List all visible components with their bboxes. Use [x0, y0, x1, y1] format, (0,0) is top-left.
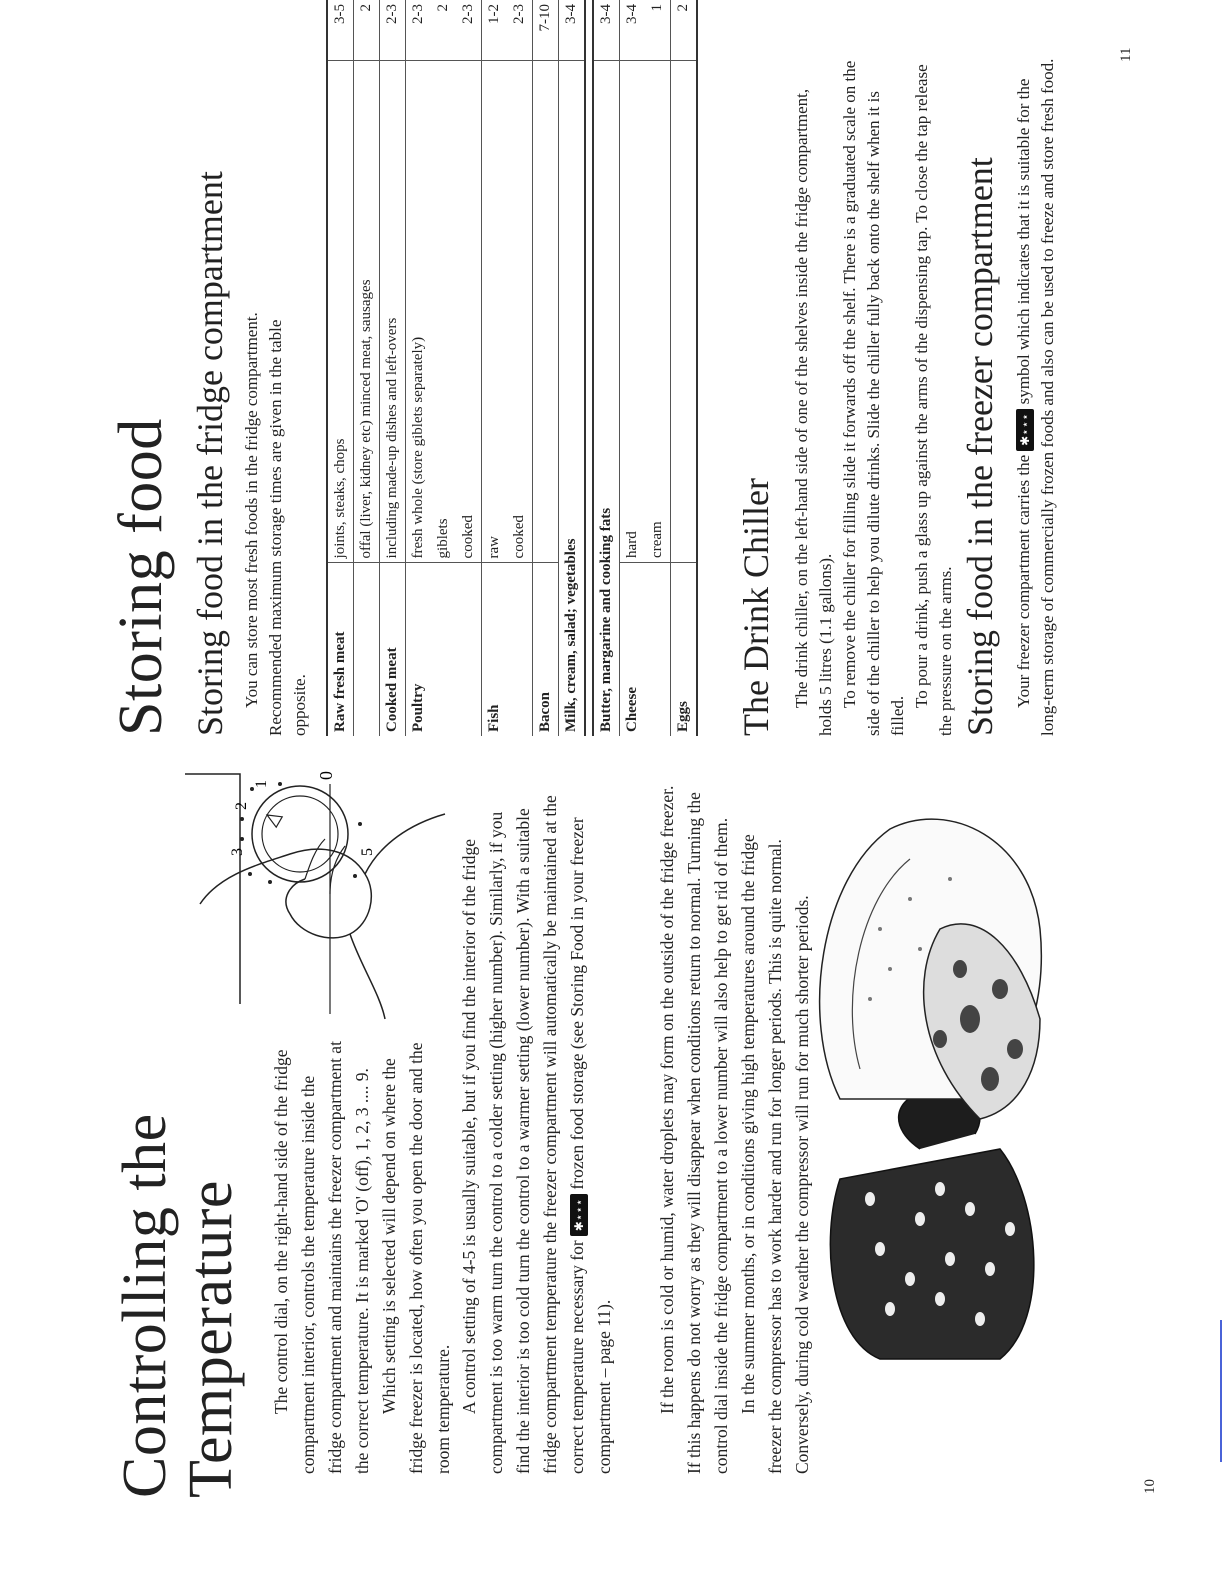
frozen-food-illustration: [800, 799, 1070, 1399]
drink-chiller-text: The drink chiller, on the left-hand side of one of the shelves inside the fridge compartment, holds 5 litres (1.1 gallons). To remove the chiller for filling slide it forwards off the shelf. There is a graduated scale on the side of the chiller to help you dilute drinks. Slide the chiller fully back onto the shelf when it is filled. To pour a drink, push a glass up against the arms of the dispensing tap. To close the tap release the pressure on the arms.: [792, 60, 955, 736]
freezer-text: Your freezer compartment carries the ✱⋆⋆⋆ symbol which indicates that it is suitable for the long-term storage of commercially frozen foods and also can be used to freeze and store fresh food.: [1014, 58, 1057, 736]
star-rating-icon: ✱⋆⋆⋆: [1016, 409, 1034, 451]
table-row: giblets 2: [431, 0, 456, 736]
drink-chiller-heading: The Drink Chiller: [736, 478, 776, 736]
table-row: Fish raw 1-2: [482, 0, 508, 736]
control-para-3: A control setting of 4-5 is usually suitable, but if you find the interior of the fridge compartment is too warm turn the control to a colder setting (higher number). Similarly, if you find the interior is too cold turn the control to a warmer setting (lower number). With a suitable fridge compartment temperature the freezer compartment will automatically be maintained at the correct temperature necessary for ✱⋆⋆⋆ frozen food storage (see Storing Food in your freezer compartment – page 11).: [459, 795, 614, 1474]
table-row: Butter, margarine and cooking fats 3-4: [593, 0, 620, 736]
control-para-4: If the room is cold or humid, water droplets may form on the outside of the fridge freezer. If this happens do not worry as they will disappear when conditions return to normal. Turning the control dial inside the fridge compartment to a lower number will also help to get rid of them.: [657, 785, 731, 1474]
control-text-block-3: [654, 784, 816, 1474]
fridge-storage-table: [326, 0, 586, 736]
table2-unit: [570, 0, 587, 736]
control-dial-illustration: [180, 764, 450, 1024]
table-row: cooked 2-3: [456, 0, 482, 736]
table-row: Raw fresh meat joints, steaks, chops 3-5: [327, 0, 354, 736]
control-text-block-2: [456, 784, 618, 1474]
dairy-storage-table: [592, 0, 698, 736]
table-row: Cheese hard 3-4: [620, 0, 646, 736]
table-row: Cooked meat including made-up dishes and left-overs 2-3: [380, 0, 406, 736]
table-row: Milk, cream, salad; vegetables 3-4: [559, 0, 586, 736]
page-number-right: 11: [1118, 47, 1134, 62]
control-para-1: The control dial, on the right-hand side of the fridge compartment interior, controls the temperature inside the fridge compartment and maintains the freezer compartment at the correct temperature. It is marked 'O' (off), 1, 2, 3 .... 9.: [271, 1041, 372, 1474]
table-row: Eggs 2: [671, 0, 698, 736]
fridge-storage-heading: Storing food in the fridge compartment: [190, 171, 230, 736]
dial-mark-3: 3: [229, 848, 246, 856]
table1-unit: [304, 0, 321, 736]
dial-mark-5: 5: [359, 848, 376, 856]
dial-mark-2: 2: [233, 802, 250, 810]
table-row: offal (liver, kidney etc) minced meat, sausages 2: [354, 0, 380, 736]
control-para-2: Which setting is selected will depend on where the fridge freezer is located, how often you open the door and the room temperature.: [379, 1042, 453, 1474]
control-text-block: [268, 1034, 457, 1474]
star-rating-icon: ✱⋆⋆⋆: [570, 1194, 588, 1236]
fridge-intro: You can store most fresh foods in the fridge compartment. Recommended maximum storage times are given in the table opposite.: [242, 312, 309, 736]
control-para-5: In the summer months, or in conditions giving high temperatures around the fridge freezer the compressor has to work harder and run for longer periods. This is quite normal. Conversely, during cold weather the compressor will run for much shorter periods.: [738, 834, 812, 1474]
dial-mark-1: 1: [253, 780, 270, 788]
margin-rule: [1220, 1320, 1222, 1462]
freezer-storage-heading: Storing food in the freezer compartment: [960, 157, 1000, 736]
dial-mark-0: 0: [316, 771, 336, 780]
page-number-left: 10: [1142, 1479, 1158, 1494]
page-title-controlling: Controlling the Temperature: [111, 1113, 245, 1498]
table-row: Bacon 7-10: [533, 0, 559, 736]
table-row: cream 1: [645, 0, 671, 736]
table-row: Poultry fresh whole (store giblets separately) 2-3: [406, 0, 432, 736]
table-row: cooked 2-3: [507, 0, 533, 736]
page-title-storing: Storing food: [107, 418, 175, 736]
